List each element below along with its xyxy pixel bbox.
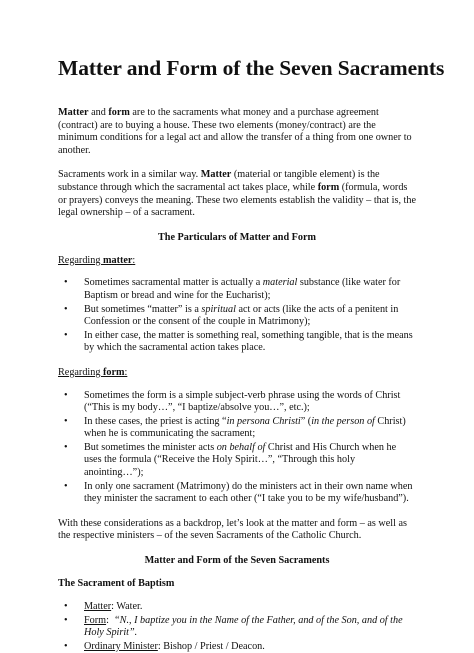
bullet-icon: •: [64, 640, 68, 652]
matter-list: [58, 277, 416, 355]
list-item: [64, 640, 416, 653]
form-item-3-italic: on behalf of: [216, 441, 266, 453]
intro-and: and: [88, 107, 109, 118]
regarding-matter-heading: [58, 255, 416, 268]
list-item: [64, 303, 416, 329]
matter-item-3-a: In either case, the matter is something real, something tangible, that is the means by which the sacramental action takes place.: [84, 329, 413, 354]
bullet-icon: •: [64, 415, 68, 427]
para2-form-term: form: [317, 181, 340, 193]
baptism-list: [58, 601, 416, 653]
form-item-2-italic-2: in the person of: [311, 415, 375, 427]
sacraments-paragraph: [58, 169, 416, 219]
intro-rest: are to the sacraments what money and a purchase agreement (contract) are to buying a house. These two elements (money/contract) are the minimum conditions for a legal act and allow the transfer of a thing from one owner to another.: [58, 107, 412, 156]
regarding-matter-a: Regarding: [58, 254, 103, 266]
form-item-2-b: ” (: [300, 415, 312, 427]
form-item-2-italic: in persona Christi: [226, 415, 301, 427]
form-item-1-a: Sometimes the form is a simple subject-verb phrase using the words of Christ (“This is my body…”, “I baptize/absolve you…”, etc.);: [84, 389, 401, 414]
matter-item-2-italic: spiritual: [201, 303, 236, 315]
intro-paragraph: [58, 107, 416, 157]
baptism-matter-label: Matter: [84, 601, 112, 613]
matter-item-1-a: Sometimes sacramental matter is actually a: [84, 277, 263, 289]
matter-item-1-b: substance (like water for Baptism or bread and wine for the Eucharist);: [84, 277, 401, 301]
para2-c: (formula, words or prayers) conveys the meaning. These two elements establish the validity – that is, the legal ownership – of a sacrament.: [58, 181, 416, 219]
list-item: [64, 389, 416, 415]
bullet-icon: •: [64, 614, 68, 626]
list-item: [64, 601, 416, 614]
para2-a: Sacraments work in a similar way.: [58, 169, 201, 181]
baptism-minister-value: : Bishop / Priest / Deacon.: [157, 640, 265, 652]
regarding-form-a: Regarding: [58, 366, 103, 378]
matter-item-1-italic: material: [262, 277, 298, 289]
para2-b: (material or tangible element) is the substance through which the sacramental act takes place, while: [58, 169, 380, 193]
list-item: [64, 415, 416, 441]
baptism-minister-label: Ordinary Minister: [84, 640, 158, 652]
form-item-2-a: In these cases, the priest is acting “: [84, 415, 227, 427]
list-item: [64, 329, 416, 355]
bullet-icon: •: [64, 480, 68, 492]
form-item-3-a: But sometimes the minister acts: [84, 441, 217, 453]
form-list: [58, 390, 416, 506]
form-item-2-c: Christ) when he is communicating the sacrament;: [84, 415, 406, 440]
list-item: [64, 441, 416, 480]
regarding-form-c: :: [124, 366, 128, 378]
particulars-heading: The Particulars of Matter and Form: [158, 231, 316, 243]
regarding-matter-b: matter: [102, 254, 133, 266]
baptism-matter-value: : Water.: [111, 601, 143, 613]
matter-item-2-a: But sometimes “matter” is a: [84, 303, 202, 315]
bullet-icon: •: [64, 389, 68, 401]
baptism-form-colon: :: [106, 614, 115, 626]
page-title: Matter and Form of the Seven Sacraments: [58, 56, 445, 80]
list-item: [64, 480, 416, 506]
baptism-form-label: Form: [84, 614, 107, 626]
backdrop-paragraph: With these considerations as a backdrop, let’s look at the matter and form – as well as the respective ministers – of the seven Sacraments of the Catholic Church.: [58, 517, 407, 542]
regarding-form-b: form: [102, 366, 125, 378]
matter-term: Matter: [58, 107, 89, 118]
regarding-matter-c: :: [132, 254, 136, 266]
baptism-form-value: “N., I baptize you in the Name of the Father, and of the Son, and of the Holy Spirit”.: [84, 614, 403, 639]
form-item-3-b: Christ and His Church when he uses the formula (“Receive the Holy Spirit…”, “Through this holy anointing…”);: [84, 441, 397, 479]
list-item: [64, 614, 416, 640]
bullet-icon: •: [64, 303, 68, 315]
para2-matter-term: Matter: [200, 169, 232, 181]
form-term: form: [108, 107, 130, 118]
bullet-icon: •: [64, 277, 68, 289]
baptism-heading: The Sacrament of Baptism: [58, 578, 175, 590]
list-item: [64, 277, 416, 302]
seven-sacraments-heading: Matter and Form of the Seven Sacraments: [144, 555, 330, 567]
bullet-icon: •: [64, 441, 68, 453]
form-item-4-a: In only one sacrament (Matrimony) do the ministers act in their own name when they minister the sacrament to each other (“I take you to be my wife/husband”).: [84, 480, 413, 505]
bullet-icon: •: [64, 329, 68, 341]
bullet-icon: •: [64, 601, 68, 613]
matter-item-2-b: act or acts (like the acts of a penitent in Confession or the consent of the couple in Matrimony);: [84, 303, 399, 328]
regarding-form-heading: [58, 367, 416, 380]
